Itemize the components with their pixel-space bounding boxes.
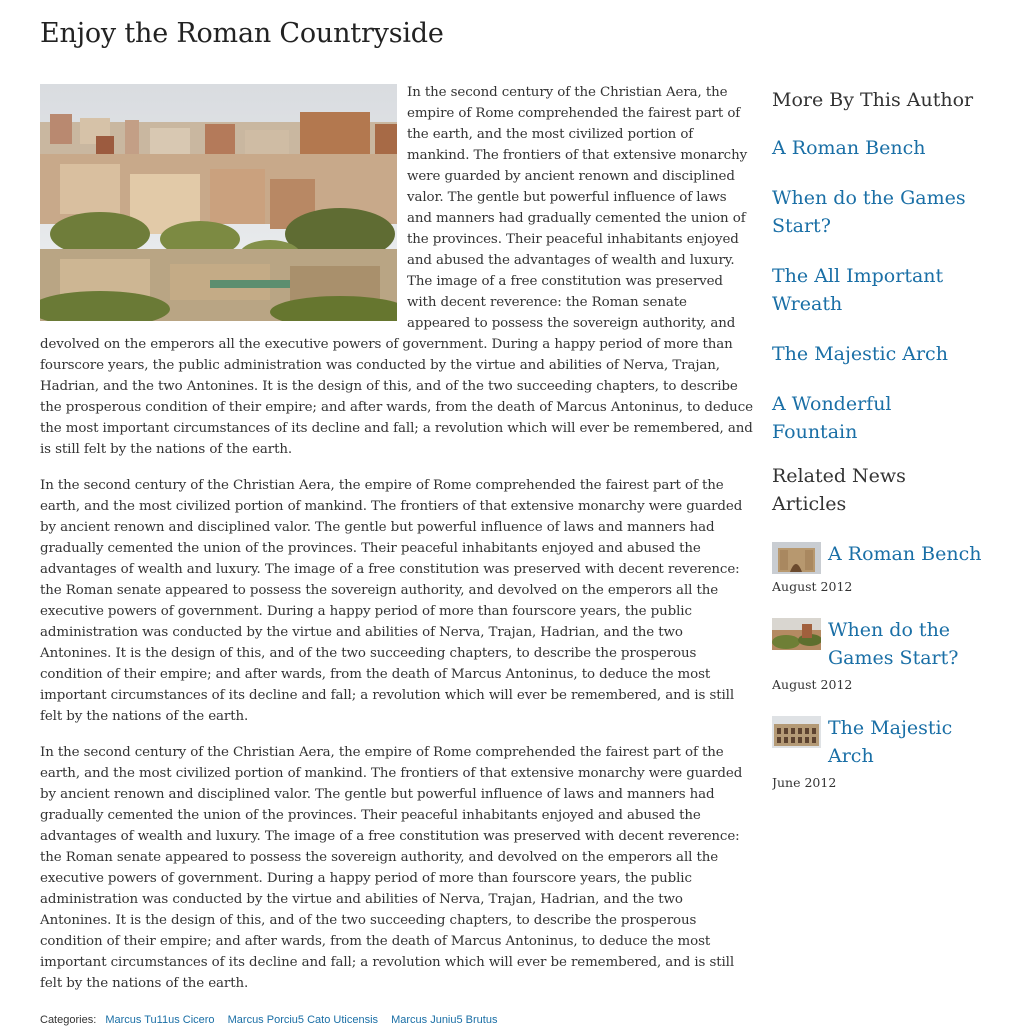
article-paragraph: In the second century of the Christian Aera, the empire of Rome comprehended the fairest part of the earth, and the most civilized portion of mankind. The frontiers of that extensive monarchy were guarded by ancient renown and disciplined valor. The gentle but powerful influence of laws and manners had gradually cemented the union of the provinces. Their peaceful inhabitants enjoyed and abused the advantages of wealth and luxury. The image of a free constitution was preserved with decent reverence: the Roman senate appeared to possess the sovereign authority, and devolved on the emperors all the executive powers of government. During a happy period of more than fourscore years, the public administration was conducted by the virtue and abilities of Nerva, Trajan, Hadrian, and the two Antonines. It is the design of this, and of the two succeeding chapters, to describe the prosperous condition of their empire; and after wards, from the death of Marcus Antoninus, to deduce the most important circumstances of its decline and fall; a revolution which will ever be remembered, and is still felt by the nations of the earth. xyxy=(40,745,743,991)
related-news-link[interactable]: A Roman Bench xyxy=(828,543,982,565)
related-news-link[interactable]: The Majestic Arch xyxy=(828,717,953,767)
related-news-link[interactable]: When do the Games Start? xyxy=(828,619,959,669)
related-news-item xyxy=(772,714,982,792)
related-news-item xyxy=(772,616,982,694)
article-paragraph: In the second century of the Christian Aera, the empire of Rome comprehended the fairest part of the earth, and the most civilized portion of mankind. The frontiers of that extensive monarchy were guarded by ancient renown and disciplined valor. The gentle but powerful influence of laws and manners had gradually cemented the union of the provinces. Their peaceful inhabitants enjoyed and abused the advantages of wealth and luxury. The image of a free constitution was preserved with decent reverence: the Roman senate appeared to possess the sovereign authority, and devolved on the emperors all the executive powers of government. During a happy period of more than fourscore years, the public administration was conducted by the virtue and abilities of Nerva, Trajan, Hadrian, and the two Antonines. It is the design of this, and of the two succeeding chapters, to describe the prosperous condition of their empire; and after wards, from the death of Marcus Antoninus, to deduce the most important circumstances of its decline and fall; a revolution which will ever be remembered, and is still felt by the nations of the earth. xyxy=(40,478,743,724)
categories-bar xyxy=(40,1014,753,1026)
thumbnail-arch-image[interactable] xyxy=(772,542,821,574)
thumbnail-colosseum-image[interactable] xyxy=(772,716,821,748)
page-title: Enjoy the Roman Countryside xyxy=(40,18,444,49)
author-link[interactable]: A Wonderful Fountain xyxy=(772,393,892,443)
author-link[interactable]: The All Important Wreath xyxy=(772,265,944,315)
author-link[interactable]: When do the Games Start? xyxy=(772,187,966,237)
sidebar xyxy=(772,86,982,812)
article-body xyxy=(40,82,753,994)
related-news-date: August 2012 xyxy=(772,677,853,692)
thumbnail-ruins-image[interactable] xyxy=(772,618,821,650)
categories-label: Categories: xyxy=(40,1014,97,1026)
related-news-date: June 2012 xyxy=(772,775,837,790)
related-news-date: August 2012 xyxy=(772,579,853,594)
main-content xyxy=(40,14,753,1026)
article-paragraph: In the second century of the Christian Aera, the empire of Rome comprehended the fairest part of the earth, and the most civilized portion of mankind. The frontiers of that extensive monarchy were guarded by ancient renown and disciplined valor. The gentle but powerful influence of laws and manners had gradually cemented the union of the provinces. Their peaceful inhabitants enjoyed and abused the advantages of wealth and luxury. The image of a free constitution was preserved with decent reverence: the Roman senate appeared to possess the sovereign authority, and devolved on the emperors all the executive powers of government. During a happy period of more than fourscore years, the public administration was conducted by the virtue and abilities of Nerva, Trajan, Hadrian, and the two Antonines. It is the design of this, and of the two succeeding chapters, to describe the prosperous condition of their empire; and after wards, from the death of Marcus Antoninus, to deduce the most important circumstances of its decline and fall; a revolution which will ever be remembered, and is still felt by the nations of the earth. xyxy=(40,85,753,457)
author-link[interactable]: The Majestic Arch xyxy=(772,343,948,365)
related-news-item xyxy=(772,540,982,596)
more-by-author-heading: More By This Author xyxy=(772,89,974,111)
hero-image-rome-ruins xyxy=(40,84,397,321)
author-links-list xyxy=(772,134,982,446)
category-link[interactable]: Marcus Juniu5 Brutus xyxy=(391,1014,498,1026)
category-link[interactable]: Marcus Porciu5 Cato Uticensis xyxy=(227,1014,379,1026)
related-news-heading: Related News Articles xyxy=(772,465,906,515)
author-link[interactable]: A Roman Bench xyxy=(772,137,926,159)
category-link[interactable]: Marcus Tu11us Cicero xyxy=(105,1014,215,1026)
related-news xyxy=(772,462,982,792)
